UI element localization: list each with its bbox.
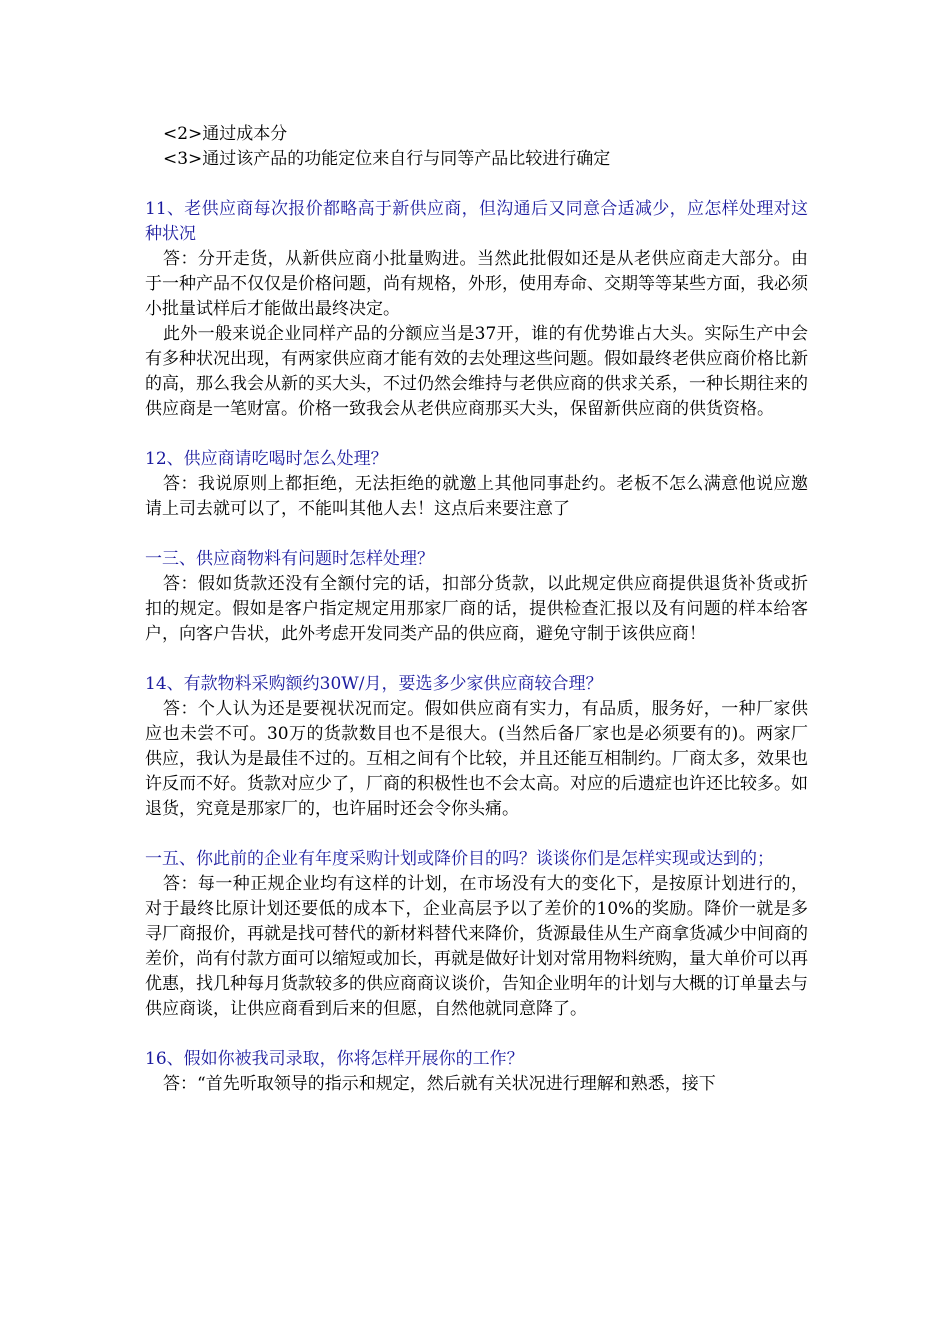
answer-paragraph: 答：分开走货，从新供应商小批量购进。当然此批假如还是从老供应商走大部分。由于一种产品不仅仅是价格问题，尚有规格，外形，使用寿命、交期等等某些方面，我必须小批量试样后才能做出最终决定。 — [145, 249, 808, 319]
answer-paragraph: 此外一般来说企业同样产品的分额应当是37开，谁的有优势谁占大头。实际生产中会有多种状况出现，有两家供应商才能有效的去处理这些问题。假如最终老供应商价格比新的高，那么我会从新的买大头，不过仍然会维持与老供应商的供求关系，一种长期往来的供应商是一笔财富。价格一致我会从老供应商那买大头，保留新供应商的供货资格。 — [145, 324, 808, 419]
intro-item: <2>通过成本分 — [163, 124, 288, 144]
question-heading: 一五、你此前的企业有年度采购计划或降价目的吗？谈谈你们是怎样实现或达到的； — [145, 849, 774, 869]
question-heading: 一三、供应商物料有问题时怎样处理？ — [145, 549, 434, 569]
question-heading: 12、供应商请吃喝时怎么处理？ — [145, 449, 388, 469]
qa-section-15 — [145, 847, 808, 1022]
qa-section-14 — [145, 672, 808, 822]
qa-section-11 — [145, 197, 808, 422]
question-heading: 16、假如你被我司录取，你将怎样开展你的工作？ — [145, 1049, 524, 1069]
answer-paragraph: 答：个人认为还是要视状况而定。假如供应商有实力，有品质，服务好，一种厂家供应也未尝不可。30万的货款数目也不是很大。(当然后备厂家也是必须要有的)。两家厂供应，我认为是最佳不过的。互相之间有个比较，并且还能互相制约。厂商太多，效果也许反而不好。货款对应少了，厂商的积极性也不会太高。对应的后遗症也许还比较多。如退货，究竟是那家厂的，也许届时还会令你头痛。 — [145, 699, 808, 819]
answer-paragraph: 答：每一种正规企业均有这样的计划，在市场没有大的变化下，是按原计划进行的，对于最终比原计划还要低的成本下，企业高层予以了差价的10%的奖励。降价一就是多寻厂商报价，再就是找可替代的新材料替代来降价，货源最佳从生产商拿货减少中间商的差价，尚有付款方面可以缩短或加长，再就是做好计划对常用物料统购，量大单价可以再优惠，找几种每月货款较多的供应商商议谈价，告知企业明年的计划与大概的订单量去与供应商谈，让供应商看到后来的但愿，自然他就同意降了。 — [145, 874, 808, 1019]
answer-paragraph: 答：“首先听取领导的指示和规定，然后就有关状况进行理解和熟悉，接下 — [163, 1074, 716, 1094]
question-heading: 14、有款物料采购额约30W/月，要选多少家供应商较合理？ — [145, 674, 603, 694]
question-heading: 11、老供应商每次报价都略高于新供应商，但沟通后又同意合适减少，应怎样处理对这种状况 — [145, 199, 808, 244]
intro-item: <3>通过该产品的功能定位来自行与同等产品比较进行确定 — [163, 149, 611, 169]
qa-section-13 — [145, 547, 808, 647]
answer-paragraph: 答：假如货款还没有全额付完的话，扣部分货款，以此规定供应商提供退货补货或折扣的规定。假如是客户指定规定用那家厂商的话，提供检查汇报以及有问题的样本给客户，向客户告状，此外考虑开发同类产品的供应商，避免守制于该供应商！ — [145, 574, 808, 644]
answer-paragraph: 答：我说原则上都拒绝，无法拒绝的就邀上其他同事赴约。老板不怎么满意他说应邀请上司去就可以了，不能叫其他人去！这点后来要注意了 — [145, 474, 808, 519]
qa-section-12 — [145, 447, 808, 522]
qa-section-16 — [145, 1047, 808, 1097]
